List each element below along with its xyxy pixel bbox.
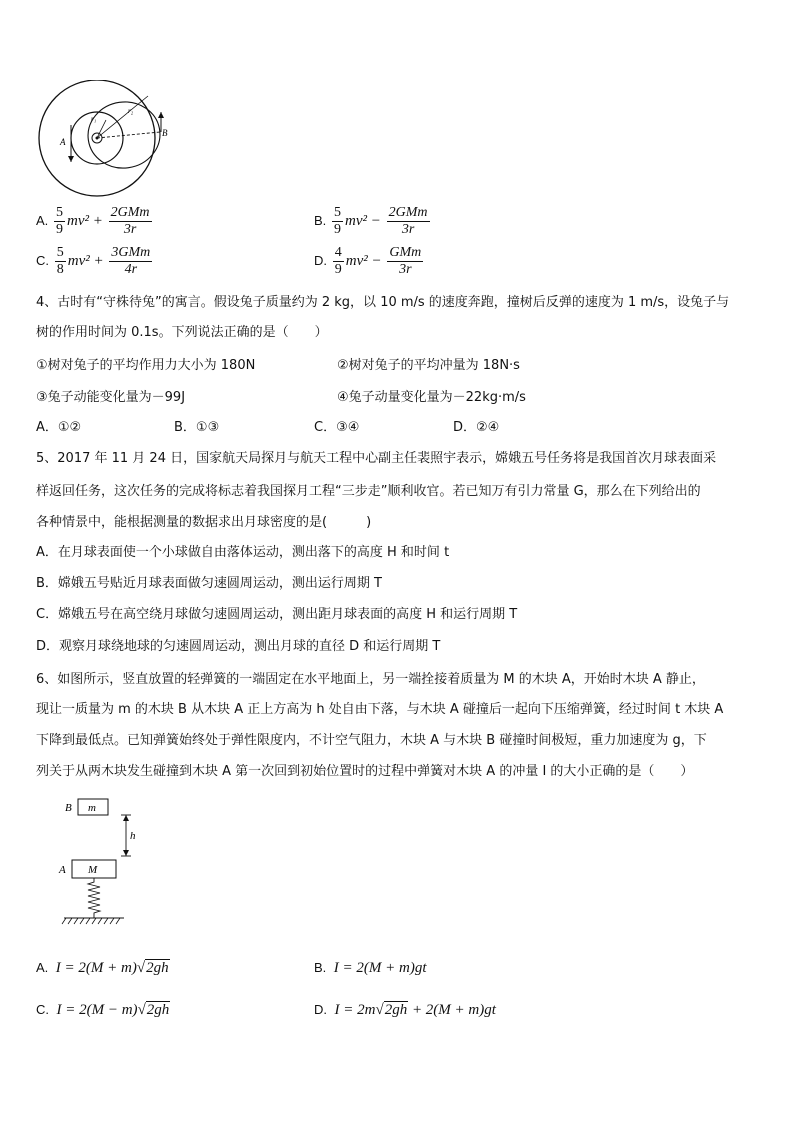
label-block-A: A — [59, 864, 66, 876]
q4-statement-1: ①树对兔子的平均作用力大小为 180N — [36, 358, 256, 373]
q5-option-b[interactable]: B．嫦娥五号贴近月球表面做匀速圆周运动，测出运行周期 T — [36, 576, 382, 591]
q4-option-d[interactable]: D．②④ — [453, 420, 500, 435]
q4-statement-2: ②树对兔子的平均冲量为 18N·s — [337, 358, 520, 373]
label-B: B — [162, 128, 168, 138]
q6-option-c[interactable]: C. I = 2(M − m)√2gh — [36, 1002, 170, 1018]
q5-stem-line3: 各种情景中，能根据测量的数据求出月球密度的是( ) — [36, 515, 372, 530]
q4-statement-3: ③兔子动能变化量为－99J — [36, 390, 186, 405]
q6-stem-line2: 现让一质量为 m 的木块 B 从木块 A 正上方高为 h 处自由下落，与木块 A 碰撞后一起向下压缩弹簧，经过时间 t 木块 A — [36, 702, 724, 717]
q3-option-c[interactable]: C. $\frac{5}{8}$ mv² + $\frac{\text{3GMm}}{4r}$ — [36, 245, 151, 277]
label-r1: r₁ — [91, 115, 97, 123]
q5-option-a[interactable]: A．在月球表面使一个小球做自由落体运动，测出落下的高度 H 和时间 t — [36, 545, 450, 560]
q3-option-a[interactable]: A. $\frac{5}{9}$ mv² + $\frac{\text{2GMm}}{3r}$ — [36, 205, 150, 237]
q6-stem-line3: 下降到最低点。已知弹簧始终处于弹性限度内，不计空气阻力，木块 A 与木块 B 碰撞时间极短，重力加速度为 g，下 — [36, 733, 707, 748]
q6-option-b[interactable]: B. I = 2(M + m)gt — [314, 960, 427, 976]
q5-stem-line2: 样返回任务，这次任务的完成将标志着我国探月工程“三步走”顺利收官。若已知万有引力常量 G，那么在下列给出的 — [36, 484, 701, 499]
q6-stem-line1: 6、如图所示，竖直放置的轻弹簧的一端固定在水平地面上，另一端拴接着质量为 M 的木块 A，开始时木块 A 静止， — [36, 672, 705, 687]
label-h: h — [130, 830, 136, 842]
q4-stem-line1: 4、古时有“守株待兔”的寓言。假设兔子质量约为 2 kg，以 10 m/s 的速度奔跑，撞树后反弹的速度为 1 m/s，设兔子与 — [36, 295, 730, 310]
q6-stem-line4: 列关于从两木块发生碰撞到木块 A 第一次回到初始位置时的过程中弹簧对木块 A 的冲量 I 的大小正确的是（ ） — [36, 764, 694, 779]
q3-option-b[interactable]: B. $\frac{5}{9}$ mv² − $\frac{\text{2GMm}}{3r}$ — [314, 205, 428, 237]
q3-option-d[interactable]: D. $\frac{4}{9}$ mv² − $\frac{\text{GMm}}{3r}$ — [314, 245, 422, 277]
orbit-figure — [36, 80, 176, 210]
label-mass-M: M — [88, 864, 98, 876]
label-r2: r₂ — [128, 107, 134, 115]
q5-option-d[interactable]: D．观察月球绕地球的匀速圆周运动，测出月球的直径 D 和运行周期 T — [36, 639, 441, 654]
label-block-B: B — [65, 802, 72, 814]
q5-option-c[interactable]: C．嫦娥五号在高空绕月球做匀速圆周运动，测出距月球表面的高度 H 和运行周期 T — [36, 607, 518, 622]
q6-option-d[interactable]: D. I = 2m√2gh + 2(M + m)gt — [314, 1002, 496, 1018]
q4-option-c[interactable]: C．③④ — [314, 420, 360, 435]
q5-stem-line1: 5、2017 年 11 月 24 日，国家航天局探月与航天工程中心副主任裴照宇表示，嫦娥五号任务将是我国首次月球表面采 — [36, 451, 717, 466]
q6-option-a[interactable]: A. I = 2(M + m)√2gh — [36, 960, 169, 976]
q4-stem-line2: 树的作用时间为 0.1s。下列说法正确的是（ ） — [36, 325, 328, 340]
q4-option-a[interactable]: A．①② — [36, 420, 82, 435]
label-A: A — [60, 137, 66, 147]
spring-block-figure — [56, 794, 146, 934]
q4-statement-4: ④兔子动量变化量为－22kg·m/s — [337, 390, 526, 405]
label-mass-m: m — [88, 802, 96, 814]
q4-option-b[interactable]: B．①③ — [174, 420, 220, 435]
